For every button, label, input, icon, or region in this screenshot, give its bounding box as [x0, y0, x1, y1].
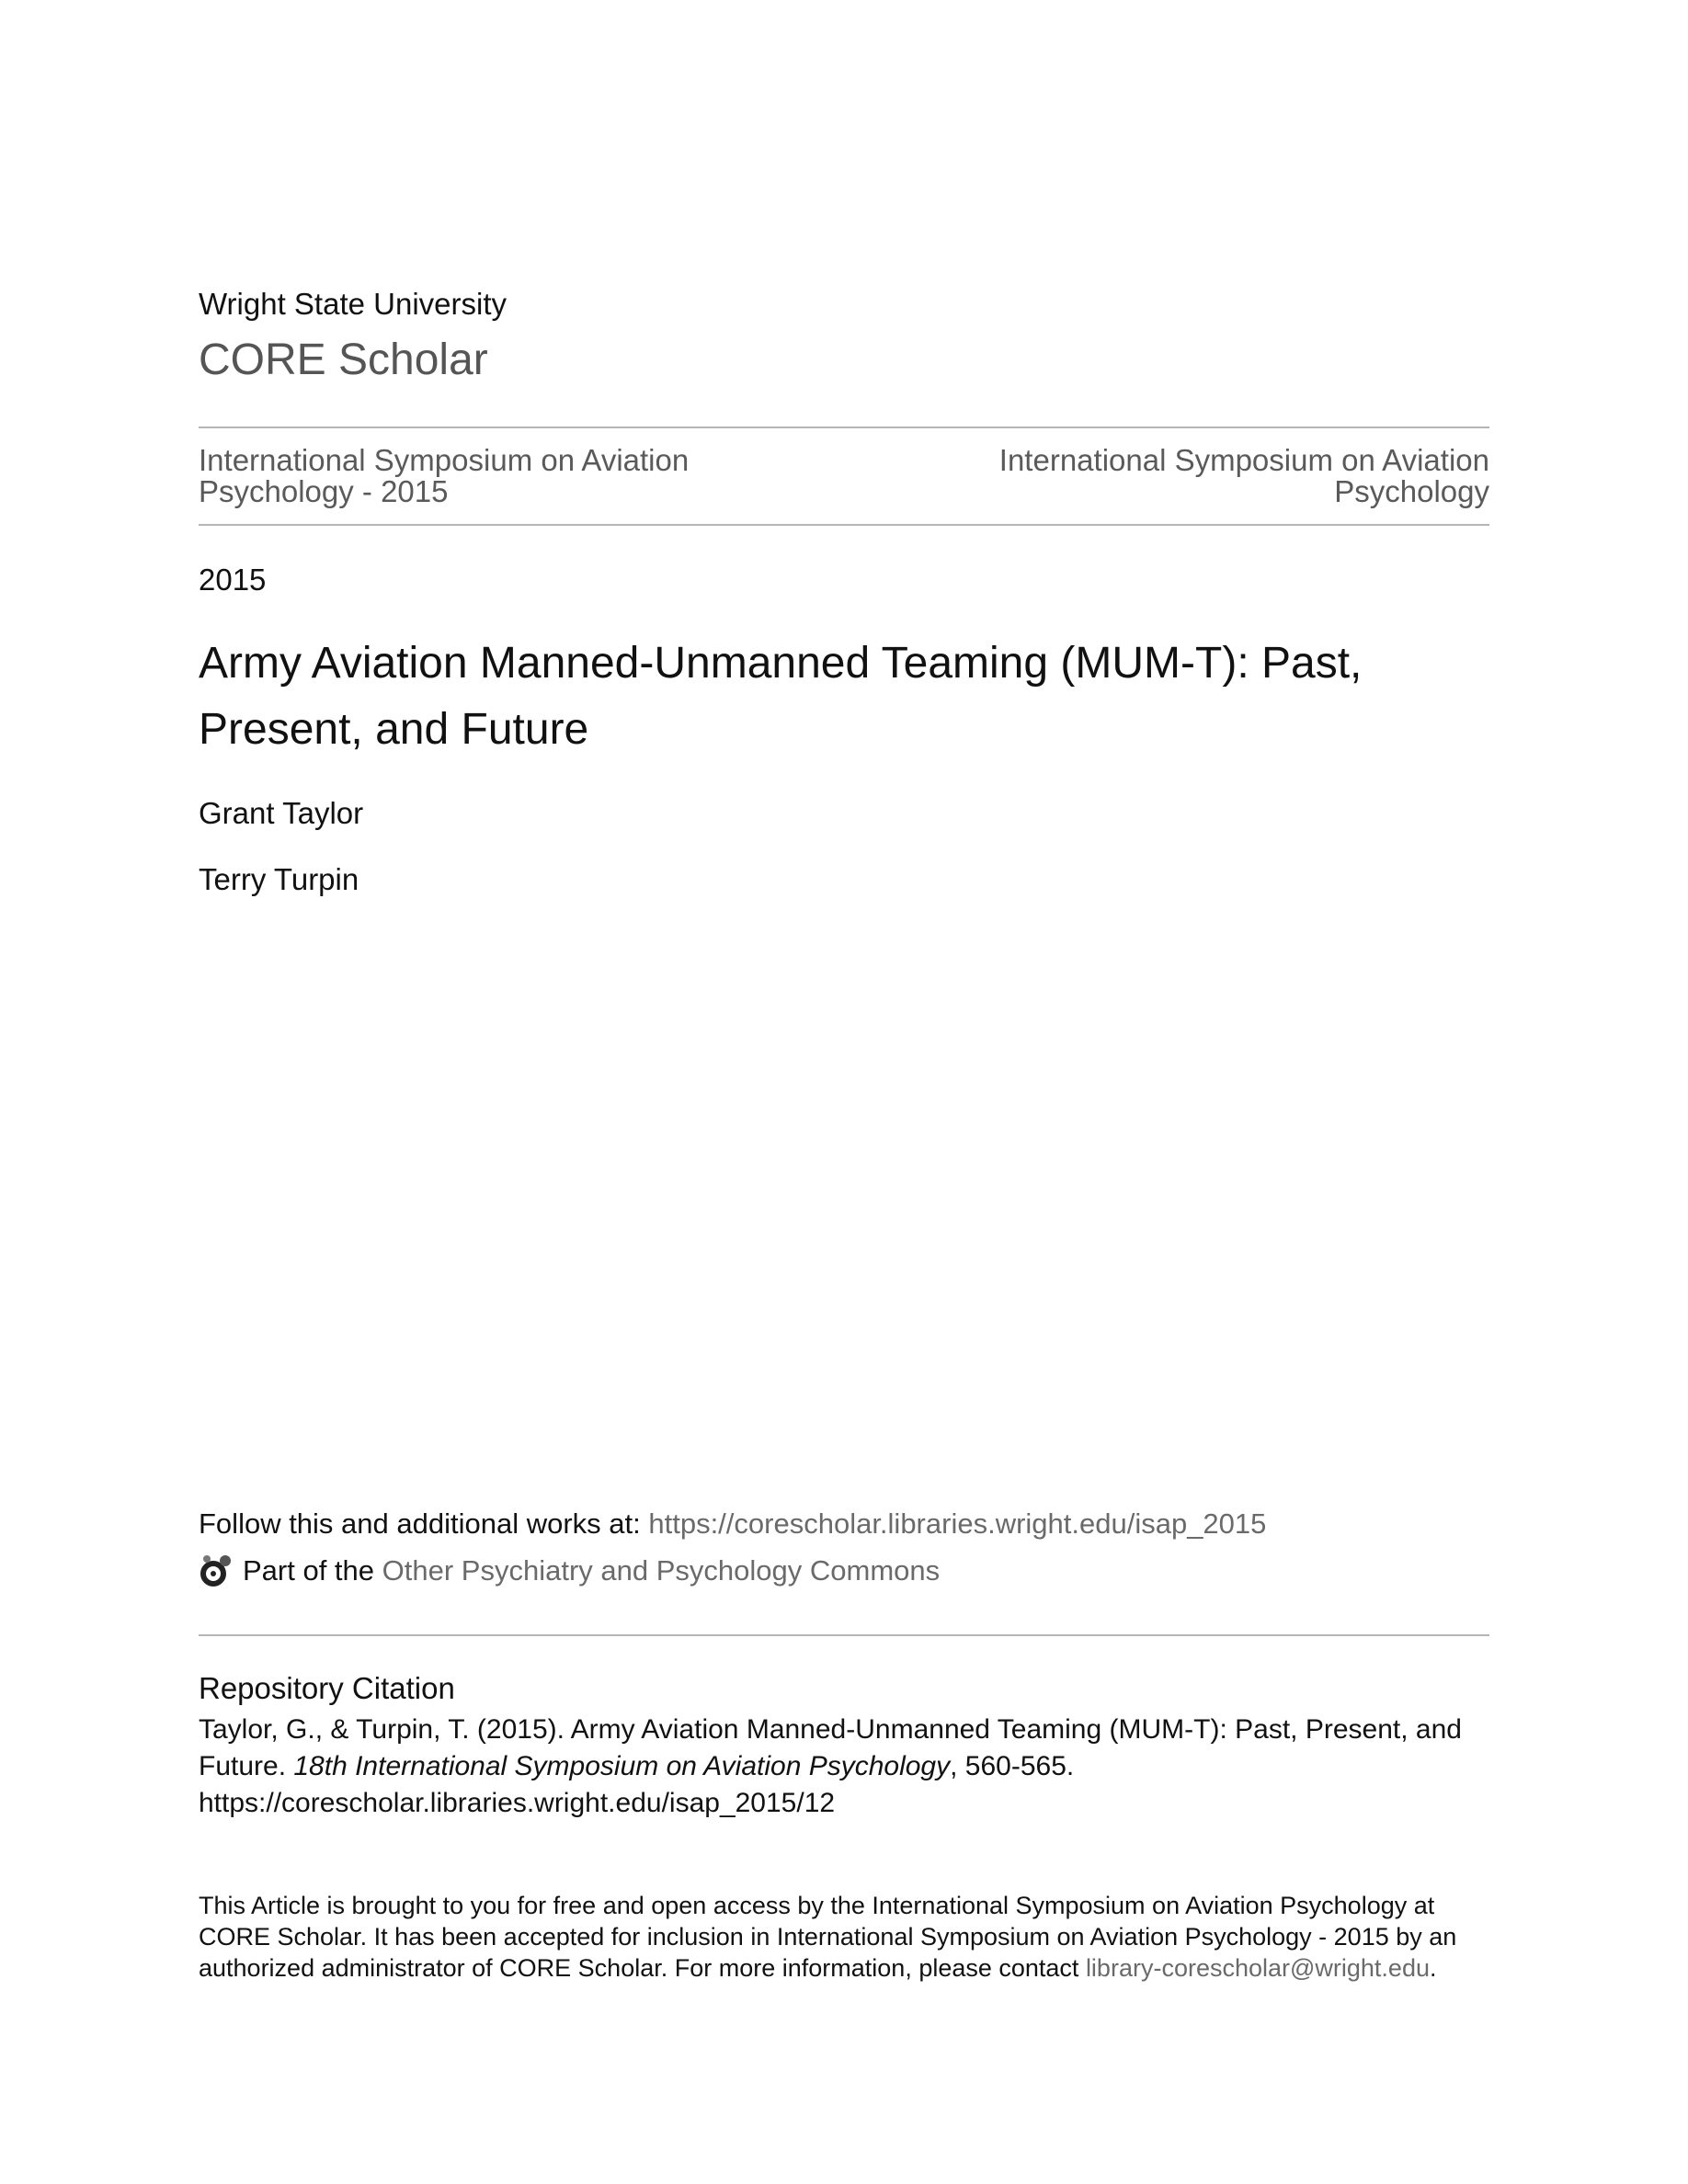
repository-name[interactable]: CORE Scholar: [199, 336, 488, 384]
author-name: Terry Turpin: [199, 862, 359, 896]
collection-link-right[interactable]: International Symposium on Aviation Psychology: [998, 443, 1489, 508]
author-name: Grant Taylor: [199, 796, 364, 830]
divider-bottom: [199, 1634, 1489, 1636]
part-of-line: [199, 1553, 940, 1588]
notice-text: This Article is brought to you for free and open access by the International Symposium on Aviation Psychology at CORE Scholar. It has been accepted for inclusion in International Symposium on Aviation Psychology - 2015 by an authorized administrator of CORE Scholar. For more information, please contact: [199, 1892, 1457, 1982]
collection-link-left[interactable]: International Symposium on Aviation Psychology - 2015: [199, 443, 690, 508]
commons-network-icon: [199, 1553, 234, 1588]
notice-end: .: [1429, 1954, 1437, 1982]
collection-url-link[interactable]: https://corescholar.libraries.wright.edu/isap_2015: [648, 1507, 1267, 1540]
article-title: Army Aviation Manned-Unmanned Teaming (MUM-T): Past, Present, and Future: [199, 639, 1363, 754]
publication-year: 2015: [199, 563, 267, 597]
commons-link[interactable]: Other Psychiatry and Psychology Commons: [382, 1554, 941, 1587]
citation-part-1: Taylor, G., & Turpin, T. (2015). Army Aviation Manned-Unmanned Teaming (MUM-T): Past, Present, and Future.: [199, 1714, 1462, 1781]
divider-middle: [199, 524, 1489, 526]
access-notice: [199, 1890, 1489, 1984]
citation-venue: 18th International Symposium on Aviation Psychology: [293, 1751, 951, 1781]
institution-name: Wright State University: [199, 287, 507, 321]
follow-line: [199, 1507, 1266, 1541]
citation-text: [199, 1712, 1489, 1822]
citation-url[interactable]: https://corescholar.libraries.wright.edu/isap_2015/12: [199, 1788, 836, 1818]
divider-top: [199, 427, 1489, 428]
citation-pages: , 560-565.: [950, 1751, 1075, 1781]
part-of-prefix: Part of the: [243, 1554, 375, 1587]
cover-page: [199, 0, 1489, 2184]
follow-prefix: Follow this and additional works at:: [199, 1507, 649, 1540]
citation-heading: Repository Citation: [199, 1671, 455, 1705]
contact-email-link[interactable]: library-corescholar@wright.edu: [1085, 1954, 1430, 1982]
